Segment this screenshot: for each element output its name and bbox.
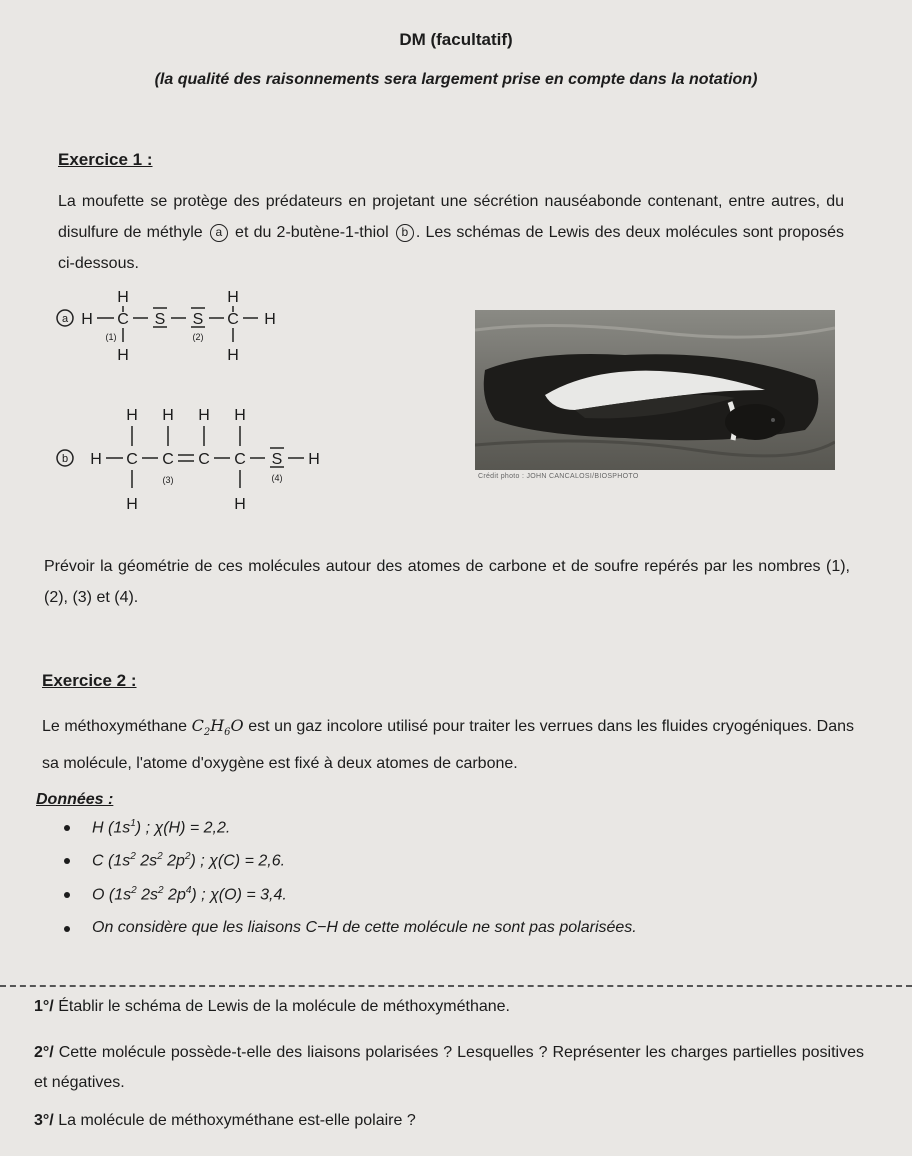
molecule-b [57, 407, 320, 513]
molecule-a [57, 289, 276, 364]
atom-s: S [154, 311, 166, 328]
atom-s-4: S [271, 451, 283, 468]
exercise2-intro-text-1: Le méthoxyméthane [42, 718, 188, 735]
atom-c: C [227, 311, 239, 328]
intro-text-1: La moufette se protège des prédateurs en projetant une sécrétion nauséabonde contenant, entre autres, du disulfure de méthyle [58, 193, 844, 241]
data-item-o: O ($1s^2$ $2s^2$ $2p^4$) ; χ(O) = 3,4. [92, 885, 287, 904]
exercise2-intro [42, 710, 854, 779]
atom-s-2: S [192, 311, 204, 328]
exercise1-question: Prévoir la géométrie de ces molécules autour des atomes de carbone et de soufre repérés par les nombres (1), (2), (3) et (4). [44, 558, 850, 606]
atom-h: H [126, 407, 138, 424]
intro-text-3: . Les schémas de Lewis des deux molécules sont proposés ci-dessous. [58, 224, 845, 272]
atom-c-1: C [117, 311, 129, 328]
label-a-circle: a [210, 224, 228, 242]
atom-h: H [234, 407, 246, 424]
question-2: 2°/ Cette molécule possède-t-elle des liaisons polarisées ? Lesquelles ? Représenter les charges partielles positives et négatives. [34, 1044, 864, 1091]
atom-c: C [198, 451, 210, 468]
atom-c-3: C [162, 451, 174, 468]
molecule-a-label: a [61, 313, 69, 325]
page-title: DM (facultatif) [399, 30, 513, 49]
atom-h: H [162, 407, 174, 424]
atom-c: C [234, 451, 246, 468]
question-1: 1°/ Établir le schéma de Lewis de la molécule de méthoxyméthane. [34, 998, 510, 1015]
exercise1-heading: Exercice 1 : [58, 150, 153, 169]
data-item-c: C ($1s^2$ $2s^2$ $2p^2$) ; χ(C) = 2,6. [92, 851, 285, 870]
number-4: (4) [271, 473, 283, 483]
atom-h: H [198, 407, 210, 424]
atom-h: H [117, 347, 129, 364]
divider [0, 985, 912, 987]
atom-h: H [264, 311, 276, 328]
exercise2-intro-text-2: est un gaz incolore utilisé pour traiter les verrues dans les fluides cryogéniques. Dans sa molécule, l'atome d'oxygène est fixé à deux atomes de carbone. [42, 718, 854, 773]
data-item-h: H $(1s^1)$ ; χ(H) = 2,2. [92, 818, 230, 837]
page-subtitle: (la qualité des raisonnements sera largement prise en compte dans la notation) [154, 71, 758, 88]
photo-credit: Crédit photo : JOHN CANCALOSI/BIOSPHOTO [478, 473, 639, 480]
lewis-structures-diagram [50, 280, 390, 520]
atom-h: H [234, 496, 246, 513]
molecular-formula: $C_2H_6O$ [191, 716, 244, 739]
intro-text-2: et du 2-butène-1-thiol [235, 224, 389, 241]
atom-h: H [90, 451, 102, 468]
exercise1-intro [58, 186, 844, 279]
question-3: 3°/ La molécule de méthoxyméthane est-elle polaire ? [34, 1112, 416, 1129]
number-3: (3) [162, 475, 174, 485]
atom-h: H [227, 347, 239, 364]
atom-h: H [126, 496, 138, 513]
molecule-b-label: b [61, 453, 69, 465]
donnees-heading: Données : [36, 791, 114, 808]
number-1: (1) [105, 332, 117, 342]
atom-c: C [126, 451, 138, 468]
number-2: (2) [192, 332, 204, 342]
atom-h: H [227, 289, 239, 306]
atom-h: H [81, 311, 93, 328]
atom-h: H [117, 289, 129, 306]
atom-h: H [308, 451, 320, 468]
exercise2-heading: Exercice 2 : [42, 671, 137, 690]
data-item-note: On considère que les liaisons C−H de cette molécule ne sont pas polarisées. [92, 919, 637, 937]
label-b-circle: b [396, 224, 414, 242]
skunk-photo [475, 310, 835, 470]
